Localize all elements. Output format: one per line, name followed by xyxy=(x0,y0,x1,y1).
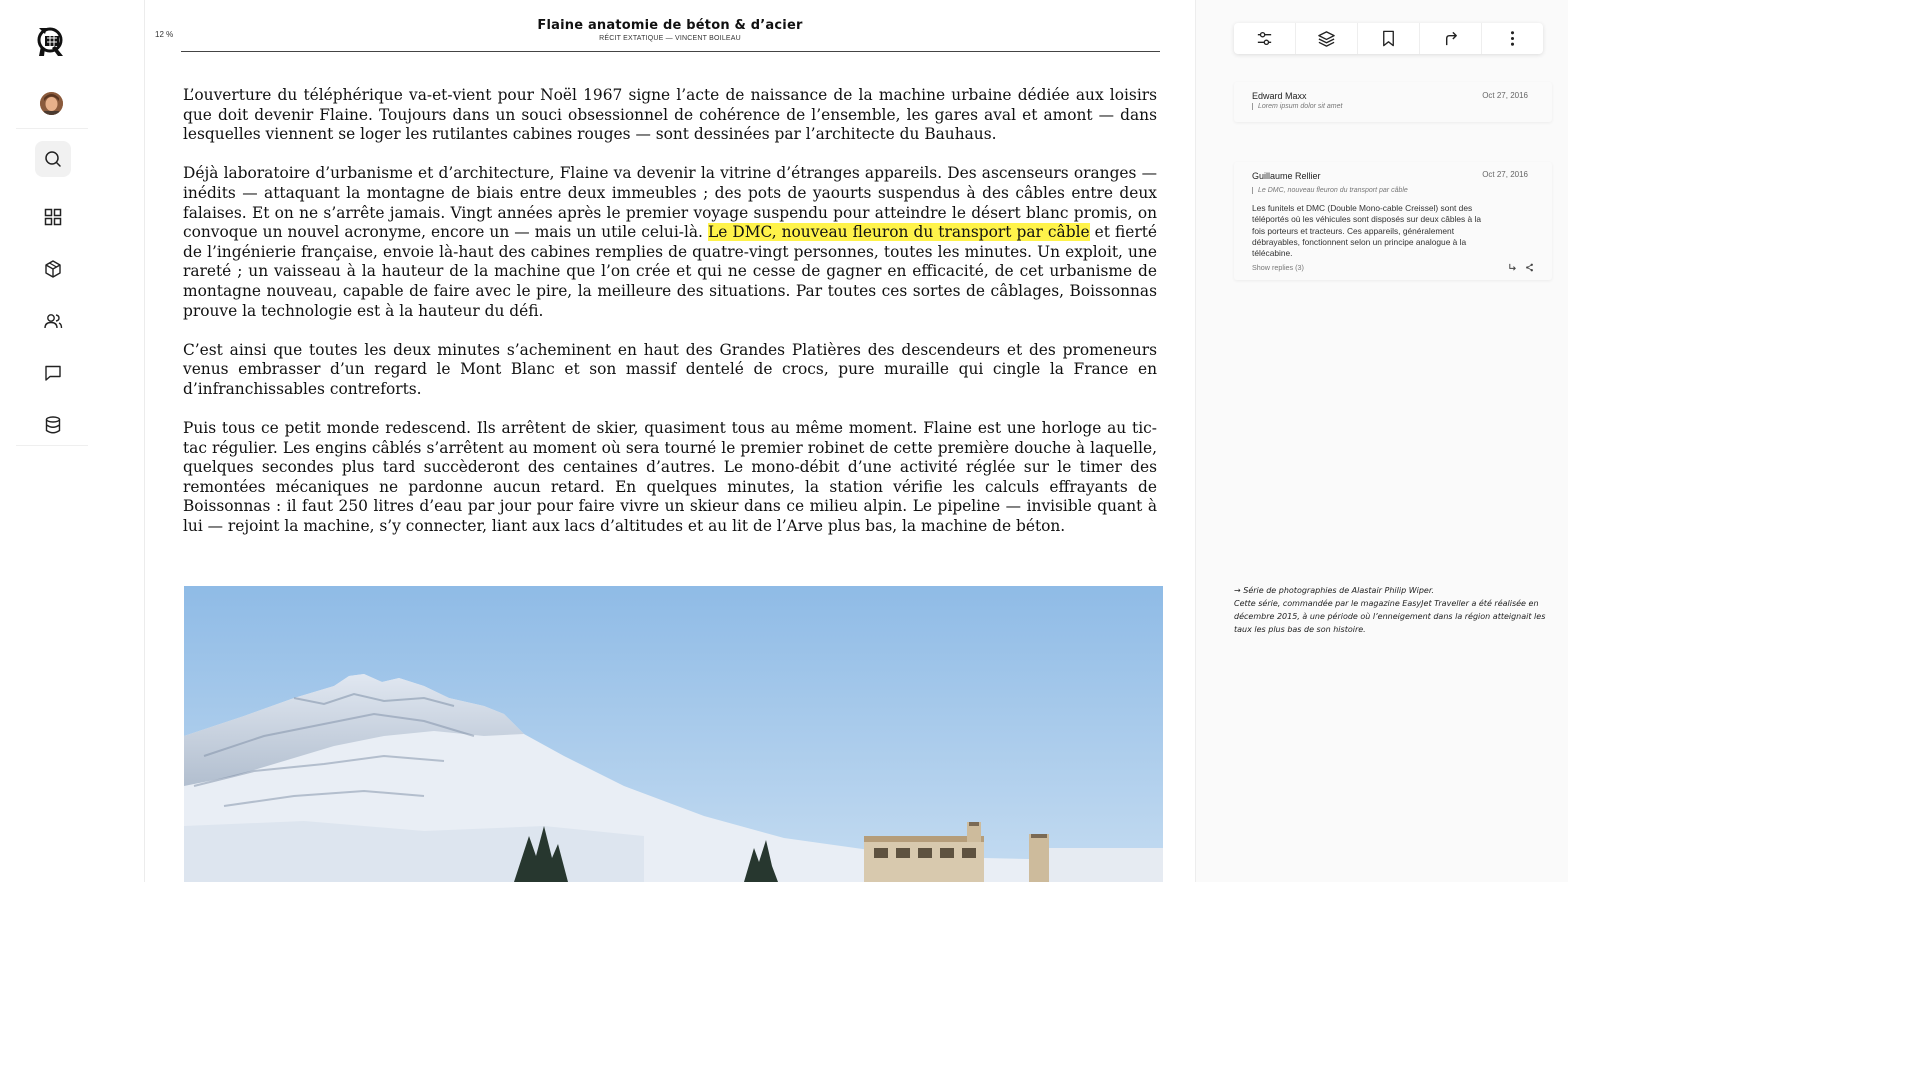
paragraph: L’ouverture du téléphérique va-et-vient pour Noël 1967 signe l’acte de naissance de la machine urbaine dédiée aux loisirs que doit devenir Flaine. Toujours dans un souci obsessionnel de cohérence de l’ensemble, les gares aval et amont — dans lesquelles viennent se loger les rutilantes cabines rouges — sont dessinées par l’architecte du Bauhaus. xyxy=(183,86,1157,144)
paragraph-text: et fierté de l’ingénierie française, envoie là-haut des cabines remplies de quatre-vingt personnes, toutes les minutes. Un exploit, une rareté ; un vaisseau à la hauteur de la machine que l’on crée et qui ne cesse de gagner en efficacité, de cet urbanisme de montagne nouveau, capable de faire avec le pire, la meilleure des situations. Par toutes ces sortes de câblages, Boissonnas prouve la technologie est à la hauteur du défi. xyxy=(183,223,1157,320)
title-divider xyxy=(181,51,1160,52)
show-replies-link[interactable]: Show replies (3) xyxy=(1252,263,1304,272)
sidebar xyxy=(0,0,145,882)
comment-actions xyxy=(1508,263,1534,272)
sidebar-divider xyxy=(16,445,88,446)
reply-icon[interactable] xyxy=(1508,263,1517,272)
page-subtitle: RÉCIT EXTATIQUE — VINCENT BOILEAU xyxy=(599,35,741,42)
app-logo[interactable] xyxy=(33,24,69,58)
comment-card[interactable] xyxy=(1234,82,1552,122)
database-icon xyxy=(43,415,63,435)
comment-card[interactable] xyxy=(1234,162,1552,280)
paragraph: Puis tous ce petit monde redescend. Ils arrêtent de skier, quasiment tous au même moment. Flaine est une horloge au tic-tac régulier. Les engins câblés s’arrêtent au moment où sera tourné le premier robinet de cette première douche à laquelle, quelques secondes plus tard succèderont des centaines d’autres. Le mono-débit d’une activité réglée sur le timer des remontées mécaniques ne pardonne aucun retard. En quelques minutes, la station vérifie les calculs effrayants de Boissonnas : il faut 250 litres d’eau par jour pour faire vivre un skieur dans ce milieu alpin. Le pipeline — invisible quant à lui — rejoint la machine, s’y connecter, liant aux lacs d’altitudes et au lit de l’Arve plus bas, la machine de béton. xyxy=(183,419,1157,536)
settings-button[interactable] xyxy=(1234,23,1296,54)
document-toolbar xyxy=(1234,23,1543,54)
highlighted-text[interactable]: Le DMC, nouveau fleuron du transport par câble xyxy=(708,223,1090,242)
sidebar-item-messages[interactable] xyxy=(35,355,71,391)
more-button[interactable] xyxy=(1482,23,1543,54)
paragraph-text: Déjà laboratoire d’urbanisme et d’architecture, Flaine va devenir la vitrine d’étranges appareils. Des ascenseurs oranges — inédits — attaquant la montagne de biais entre deux immeubles ; des pots de yaourts suspendus à des câbles entre deux falaises. Et on ne s’arrête jamais. Vingt années après le premier voyage suspendu pour atteindre le désert blanc promis, on convoque un nouvel acronyme, encore un — mais un utile celui-là. xyxy=(183,164,1157,242)
sidebar-item-database[interactable] xyxy=(35,407,71,443)
comments-panel xyxy=(1195,0,1568,882)
caption-credit: → Série de photographies de Alastair Philip Wiper. xyxy=(1234,586,1434,595)
grid-icon xyxy=(43,207,63,227)
bookmark-button[interactable] xyxy=(1358,23,1420,54)
paragraph xyxy=(183,164,1157,321)
photo-caption xyxy=(1234,584,1554,636)
sidebar-divider xyxy=(16,128,88,129)
caption-text: Cette série, commandée par le magazine EasyJet Traveller a été réalisée en décembre 2015, à une période où l’enneigement dans la région atteignait les taux les plus bas de son histoire. xyxy=(1234,599,1546,634)
layers-icon xyxy=(1317,29,1336,48)
comment-author: Guillaume Rellier xyxy=(1252,171,1321,181)
comment-body: Les funitels et DMC (Double Mono-cable Creissel) sont des téléportés où les véhicules sont disposés sur deux câbles à la fois porteurs et tracteurs. Ces appareils, généralement débrayables, fonctionnent selon un principe analogue à la télécabine. xyxy=(1252,203,1482,259)
share-button[interactable] xyxy=(1420,23,1482,54)
zoom-level[interactable]: 12 % xyxy=(155,30,174,39)
comment-date: Oct 27, 2016 xyxy=(1482,91,1528,100)
comment-quote: Lorem ipsum dolor sit amet xyxy=(1252,103,1342,110)
search-icon xyxy=(43,149,63,169)
document-view xyxy=(145,0,1195,882)
article-body xyxy=(183,86,1157,556)
share-icon[interactable] xyxy=(1525,263,1534,272)
cube-icon xyxy=(43,259,63,279)
share-forward-icon xyxy=(1441,29,1460,48)
sidebar-item-objects[interactable] xyxy=(35,251,71,287)
page-title: Flaine anatomie de béton & d’acier xyxy=(537,18,803,33)
chat-icon xyxy=(43,363,63,383)
comment-quote: Le DMC, nouveau fleuron du transport par câble xyxy=(1252,187,1408,194)
avatar[interactable] xyxy=(40,92,63,115)
sidebar-item-dashboard[interactable] xyxy=(35,199,71,235)
bookmark-icon xyxy=(1379,29,1398,48)
comment-author: Edward Maxx xyxy=(1252,91,1307,101)
mountain-photo xyxy=(184,586,1163,882)
comment-date: Oct 27, 2016 xyxy=(1482,170,1528,179)
paragraph: C’est ainsi que toutes les deux minutes s’acheminent en haut des Grandes Platières des descendeurs et des promeneurs venus embrasser d’un regard le Mont Blanc et son massif dentelé de crocs, pure muraille qui cingle la France en d’infranchissables contreforts. xyxy=(183,340,1157,398)
sliders-icon xyxy=(1255,29,1274,48)
more-vertical-icon xyxy=(1503,29,1522,48)
sidebar-item-users[interactable] xyxy=(35,303,71,339)
layers-button[interactable] xyxy=(1296,23,1358,54)
sidebar-item-search[interactable] xyxy=(35,141,71,177)
users-icon xyxy=(43,311,63,331)
